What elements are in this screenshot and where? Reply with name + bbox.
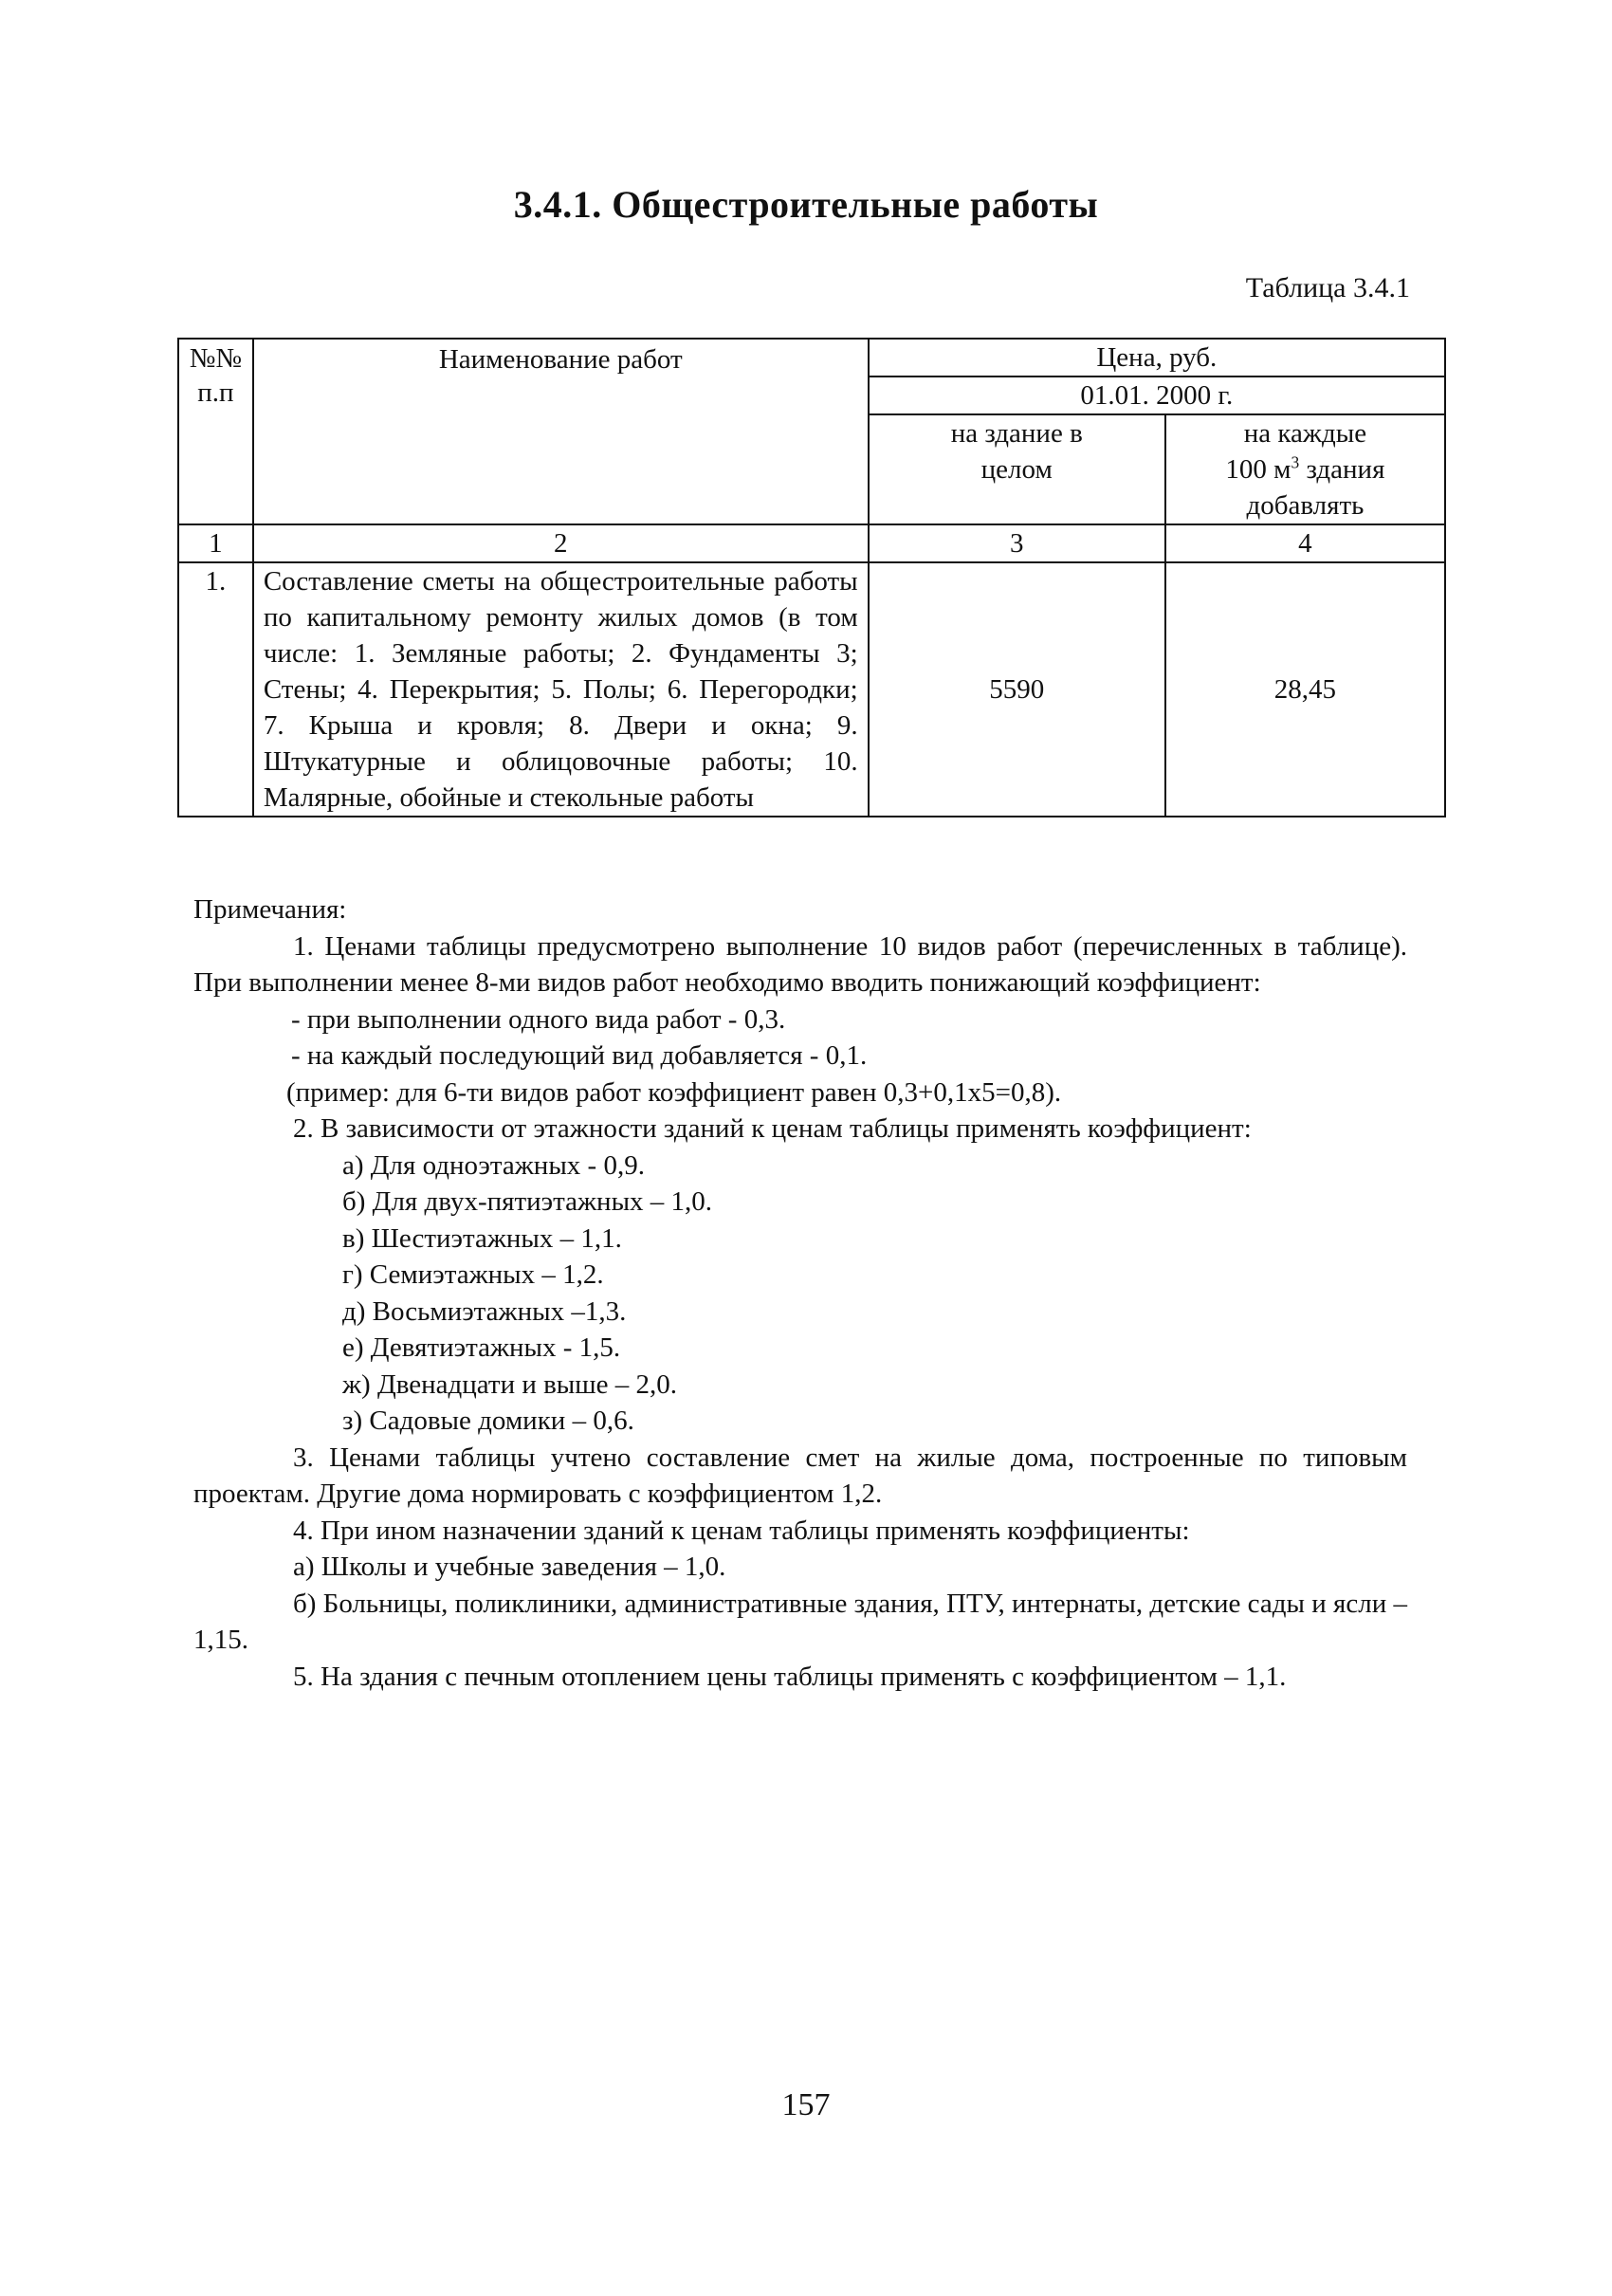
col-index-4: 4 bbox=[1165, 524, 1445, 562]
col-index-2: 2 bbox=[253, 524, 869, 562]
page-number: 157 bbox=[781, 2087, 831, 2122]
row-name: Составление сметы на общестроительные работы по капитальному ремонту жилых домов (в том числе: 1. Земляные работы; 2. Фундаменты 3; Стены; 4. Перекрытия; 5. Полы; 6. Перегородки; 7. Крыша и кровля; 8. Двери и окна; 9. Штукатурные и облицовочные работы; 10. Малярные, обойные и стекольные работы bbox=[253, 562, 869, 817]
note-1: 1. Ценами таблицы предусмотрено выполнение 10 видов работ (перечисленных в таблице). При выполнении менее 8-ми видов работ необходимо вводить понижающий коэффициент: bbox=[193, 930, 1407, 998]
note-2-item: е) Девятиэтажных - 1,5. bbox=[342, 1332, 621, 1363]
note-2-item: ж) Двенадцати и выше – 2,0. bbox=[342, 1368, 677, 1400]
note-2-item: г) Семиэтажных – 1,2. bbox=[342, 1259, 604, 1290]
note-4: 4. При ином назначении зданий к ценам таблицы применять коэффициенты: bbox=[293, 1515, 1190, 1546]
note-4-a: а) Школы и учебные заведения – 1,0. bbox=[293, 1552, 726, 1582]
header-row bbox=[178, 339, 1445, 377]
column-index-row bbox=[178, 524, 1445, 562]
col-index-3: 3 bbox=[869, 524, 1165, 562]
header-price-whole: на здание в целом bbox=[869, 414, 1165, 524]
notes bbox=[193, 891, 1407, 1695]
header-price-per bbox=[1165, 414, 1445, 524]
section-title: 3.4.1. Общестроительные работы bbox=[513, 183, 1099, 226]
note-1-dash-1: - при выполнении одного вида работ - 0,3. bbox=[291, 1003, 786, 1035]
note-2-item: в) Шестиэтажных – 1,1. bbox=[342, 1222, 622, 1254]
row-num: 1. bbox=[178, 562, 253, 817]
note-2-item: з) Садовые домики – 0,6. bbox=[342, 1405, 634, 1436]
note-2-item: а) Для одноэтажных - 0,9. bbox=[342, 1149, 645, 1181]
header-price-per-sup: 3 bbox=[1291, 452, 1300, 472]
header-price: Цена, руб. bbox=[869, 339, 1445, 377]
header-num: №№ п.п bbox=[178, 339, 253, 524]
note-2: 2. В зависимости от этажности зданий к ценам таблицы применять коэффициент: bbox=[293, 1113, 1252, 1144]
note-2-item: д) Восьмиэтажных –1,3. bbox=[342, 1295, 627, 1327]
note-5: 5. На здания с печным отоплением цены таблицы применять с коэффициентом – 1,1. bbox=[293, 1661, 1287, 1692]
table-row bbox=[178, 562, 1445, 817]
row-price-per: 28,45 bbox=[1165, 562, 1445, 817]
table-caption: Таблица 3.4.1 bbox=[1245, 272, 1410, 303]
header-date: 01.01. 2000 г. bbox=[869, 377, 1445, 414]
header-price-per-a: на каждые bbox=[1243, 418, 1367, 449]
note-4-b: б) Больницы, поликлиники, административные здания, ПТУ, интернаты, детские сады и ясли – 1,15. bbox=[193, 1588, 1407, 1655]
col-index-1: 1 bbox=[178, 524, 253, 562]
header-price-per-c: здания bbox=[1299, 454, 1385, 485]
header-name: Наименование работ bbox=[253, 339, 869, 524]
notes-heading: Примечания: bbox=[193, 894, 347, 925]
header-price-per-d: добавлять bbox=[1246, 490, 1365, 521]
row-price-whole: 5590 bbox=[869, 562, 1165, 817]
note-1-example: (пример: для 6-ти видов работ коэффициент равен 0,3+0,1х5=0,8). bbox=[286, 1076, 1062, 1108]
note-1-dash-2: - на каждый последующий вид добавляется - 0,1. bbox=[291, 1040, 868, 1071]
note-2-item: б) Для двух-пятиэтажных – 1,0. bbox=[342, 1186, 713, 1217]
price-table bbox=[177, 338, 1446, 817]
note-3: 3. Ценами таблицы учтено составление смет на жилые дома, построенные по типовым проектам. Другие дома нормировать с коэффициентом 1,2. bbox=[193, 1442, 1407, 1509]
header-price-per-b: 100 м bbox=[1225, 454, 1291, 485]
